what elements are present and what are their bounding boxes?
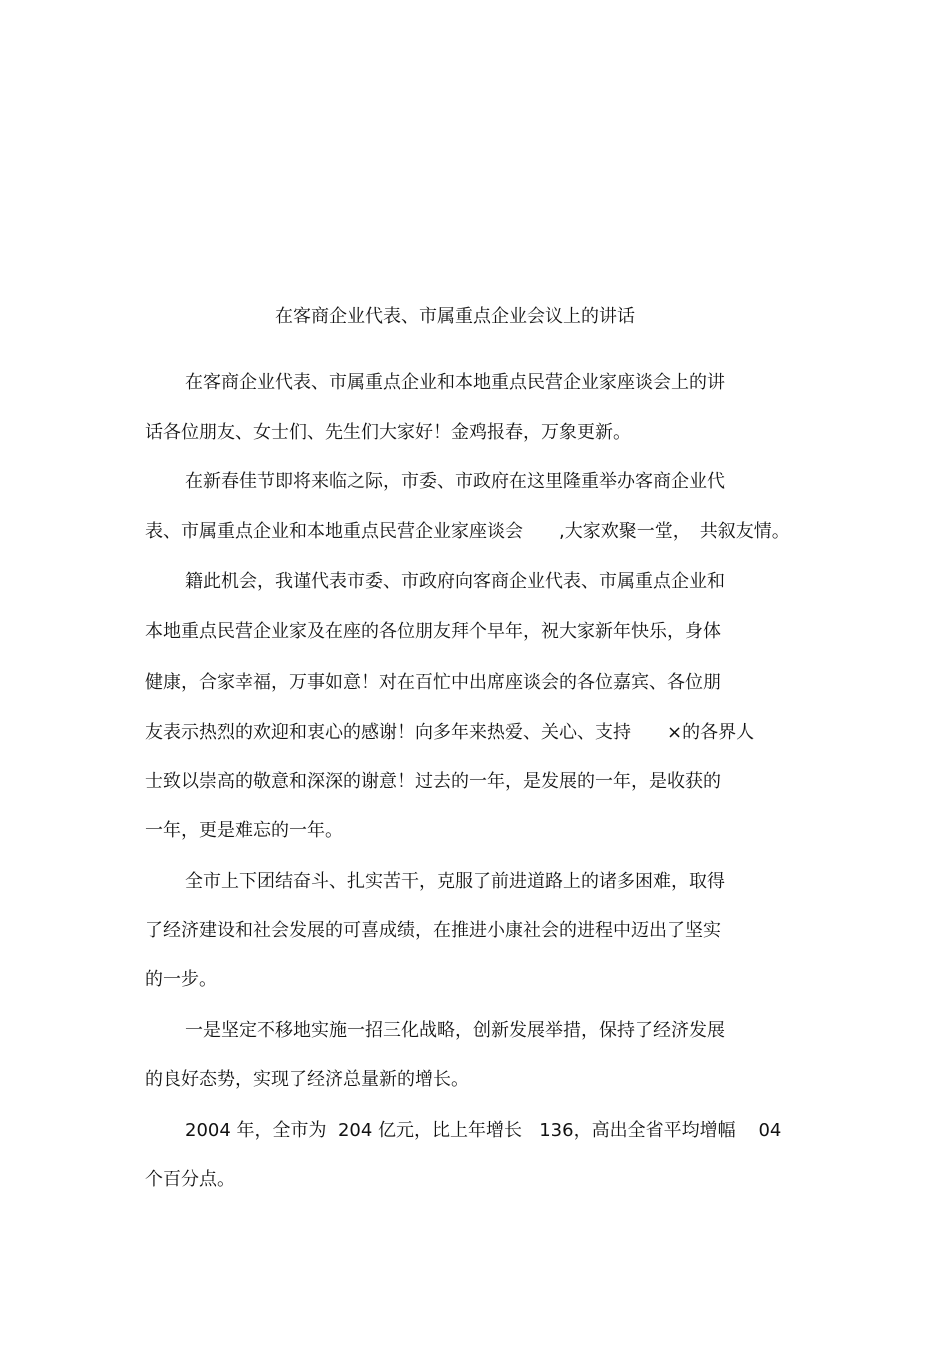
- paragraph-line: 健康，合家幸福，万事如意！对在百忙中出席座谈会的各位嘉宾、各位朋: [145, 672, 721, 693]
- paragraph-line: 在新春佳节即将来临之际，市委、市政府在这里隆重举办客商企业代: [185, 471, 725, 492]
- paragraph-line: 话各位朋友、女士们、先生们大家好！金鸡报春，万象更新。: [145, 422, 631, 443]
- paragraph-line: 在客商企业代表、市属重点企业和本地重点民营企业家座谈会上的讲: [185, 372, 725, 393]
- paragraph-line: 的一步。: [145, 969, 217, 990]
- paragraph-line: 一年，更是难忘的一年。: [145, 820, 343, 841]
- paragraph-line: 了经济建设和社会发展的可喜成绩，在推进小康社会的进程中迈出了坚实: [145, 920, 721, 941]
- paragraph-line: 籍此机会，我谨代表市委、市政府向客商企业代表、市属重点企业和: [185, 571, 725, 592]
- paragraph-line: 的良好态势，实现了经济总量新的增长。: [145, 1069, 469, 1090]
- paragraph-line: 士致以崇高的敬意和深深的谢意！过去的一年，是发展的一年，是收获的: [145, 771, 721, 792]
- paragraph-line: 个百分点。: [145, 1169, 235, 1190]
- paragraph-line: 表、市属重点企业和本地重点民营企业家座谈会 ,大家欢聚一堂， 共叙友情。: [145, 521, 790, 542]
- paragraph-line: 友表示热烈的欢迎和衷心的感谢！向多年来热爱、关心、支持 ×的各界人: [145, 722, 755, 743]
- paragraph-line: 本地重点民营企业家及在座的各位朋友拜个早年，祝大家新年快乐，身体: [145, 621, 721, 642]
- document-title: 在客商企业代表、市属重点企业会议上的讲话: [275, 306, 635, 327]
- paragraph-line: 2004 年，全市为 204 亿元，比上年增长 136，高出全省平均增幅 04: [185, 1120, 782, 1141]
- paragraph-line: 一是坚定不移地实施一招三化战略，创新发展举措，保持了经济发展: [185, 1020, 725, 1041]
- paragraph-line: 全市上下团结奋斗、扎实苦干，克服了前进道路上的诸多困难，取得: [185, 871, 725, 892]
